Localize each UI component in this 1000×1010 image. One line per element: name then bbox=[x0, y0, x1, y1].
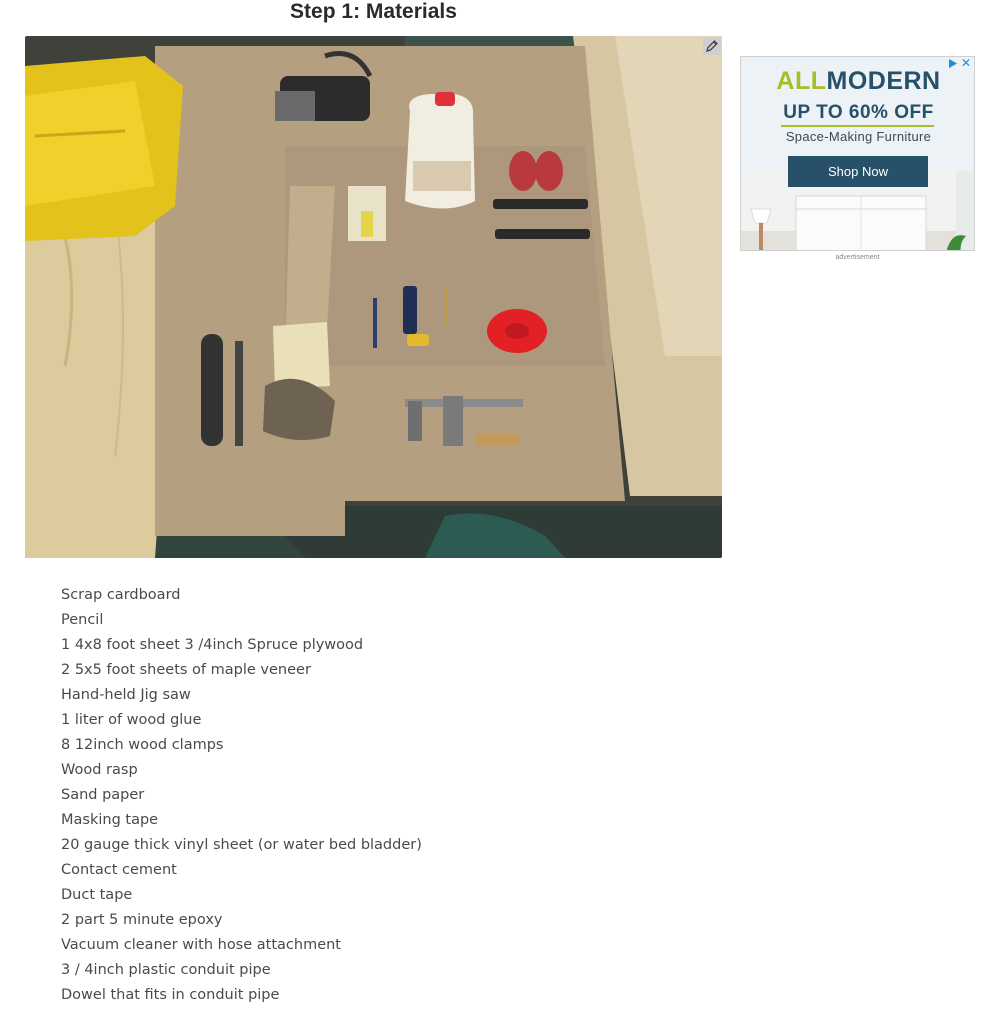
list-item: Sand paper bbox=[61, 787, 145, 803]
ad-subtext: Space-Making Furniture bbox=[785, 129, 932, 144]
list-item: 2 part 5 minute epoxy bbox=[61, 912, 223, 928]
edit-photo-button[interactable] bbox=[703, 37, 721, 55]
advertisement-label: advertisement bbox=[835, 254, 880, 261]
ad-close-icon[interactable]: ✕ bbox=[960, 56, 972, 70]
list-item: Vacuum cleaner with hose attachment bbox=[61, 937, 341, 953]
list-item: Masking tape bbox=[61, 812, 159, 828]
list-item: Hand-held Jig saw bbox=[61, 687, 191, 703]
adchoices-icon[interactable] bbox=[947, 58, 958, 69]
list-item: Scrap cardboard bbox=[61, 587, 181, 603]
list-item: 2 5x5 foot sheets of maple veneer bbox=[61, 662, 311, 678]
ad-headline: UP TO 60% OFF bbox=[783, 102, 934, 123]
list-item: 3 / 4inch plastic conduit pipe bbox=[61, 962, 271, 978]
ad-brand-logo: ALLMODERN bbox=[776, 67, 941, 95]
step-title: Step 1: Materials bbox=[290, 0, 457, 23]
advertisement-banner[interactable] bbox=[740, 56, 975, 251]
list-item: 20 gauge thick vinyl sheet (or water bed bladder) bbox=[61, 837, 422, 853]
list-item: Pencil bbox=[61, 612, 104, 628]
list-item: Wood rasp bbox=[61, 762, 138, 778]
list-item: Contact cement bbox=[61, 862, 177, 878]
list-item: Duct tape bbox=[61, 887, 133, 903]
list-item: 1 liter of wood glue bbox=[61, 712, 202, 728]
ad-shop-now-button[interactable]: Shop Now bbox=[788, 156, 928, 187]
pencil-icon bbox=[703, 37, 721, 55]
ad-headline-underline bbox=[781, 125, 934, 127]
list-item: 1 4x8 foot sheet 3 /4inch Spruce plywood bbox=[61, 637, 364, 653]
list-item: 8 12inch wood clamps bbox=[61, 737, 224, 753]
list-item: Dowel that fits in conduit pipe bbox=[61, 987, 280, 1003]
materials-photo[interactable] bbox=[25, 36, 722, 558]
materials-list bbox=[61, 585, 422, 1010]
materials-photo-image bbox=[25, 36, 722, 558]
